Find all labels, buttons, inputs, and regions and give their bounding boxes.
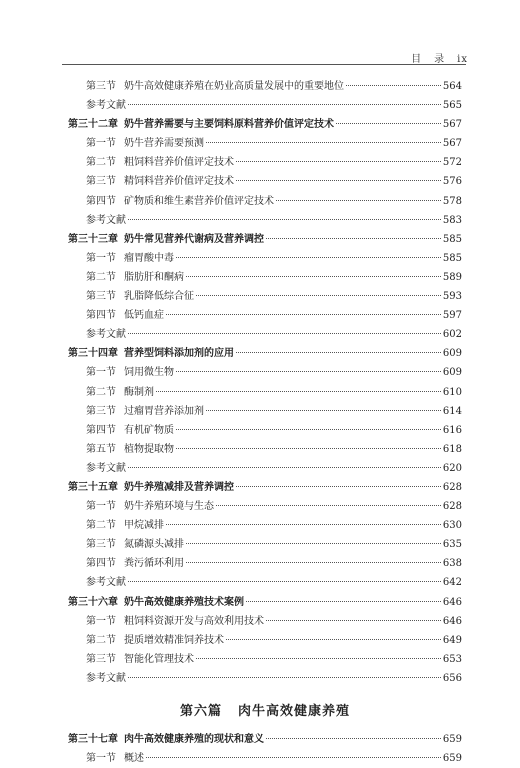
dot-leader <box>186 562 441 563</box>
entry-page-number: 564 <box>442 81 462 92</box>
entry-number: 第二节 <box>86 386 116 398</box>
dot-leader <box>346 85 441 86</box>
toc-section-entry[interactable] <box>68 440 462 459</box>
entry-number: 第三节 <box>86 176 116 188</box>
toc-section-entry[interactable] <box>68 287 462 306</box>
entry-page-number: 585 <box>442 252 462 264</box>
entry-page-number: 630 <box>442 520 462 532</box>
entry-number: 第一节 <box>86 138 116 150</box>
entry-page-number: 642 <box>442 577 462 589</box>
entry-page-number: 593 <box>442 291 462 303</box>
entry-title: 提质增效精准饲养技术 <box>124 634 224 646</box>
entry-title: 奶牛养殖减排及营养调控 <box>124 481 234 493</box>
entry-page-number: 567 <box>442 138 462 150</box>
dot-leader <box>128 467 441 468</box>
toc-section-entry[interactable] <box>68 631 462 650</box>
toc-section-entry[interactable] <box>68 363 462 382</box>
dot-leader <box>336 123 441 124</box>
toc-references-entry[interactable] <box>68 459 462 478</box>
entry-page-number: 583 <box>442 214 462 226</box>
entry-page-number: 597 <box>442 310 462 322</box>
entry-number: 第三节 <box>86 291 116 303</box>
toc-section-entry[interactable] <box>68 402 462 421</box>
dot-leader <box>206 142 441 143</box>
dot-leader <box>128 677 441 678</box>
dot-leader <box>196 658 441 659</box>
dot-leader <box>266 238 441 239</box>
entry-number: 第一节 <box>86 753 116 765</box>
dot-leader <box>166 314 441 315</box>
entry-number: 第五节 <box>86 443 116 455</box>
entry-page-number: 638 <box>442 558 462 570</box>
entry-number: 第四节 <box>86 424 116 436</box>
entry-page-number: 609 <box>442 367 462 379</box>
entry-page-number: 646 <box>442 615 462 627</box>
entry-page-number: 616 <box>442 424 462 436</box>
dot-leader <box>266 620 441 621</box>
entry-page-number: 659 <box>442 734 462 745</box>
dot-leader <box>186 543 441 544</box>
entry-page-number: 635 <box>442 539 462 551</box>
entry-title: 营养型饲料添加剂的应用 <box>124 348 234 360</box>
entry-title: 饲用微生物 <box>124 367 174 379</box>
entry-title: 奶牛营养需要预测 <box>124 138 204 150</box>
dot-leader <box>128 104 441 105</box>
entry-number: 第二节 <box>86 634 116 646</box>
entry-number: 第四节 <box>86 195 116 207</box>
entry-page-number: 656 <box>442 672 462 684</box>
entry-number: 第三十六章 <box>68 596 118 608</box>
entry-number: 第三节 <box>86 405 116 417</box>
entry-title: 参考文献 <box>86 100 126 112</box>
toc-section-entry[interactable] <box>68 77 462 96</box>
dot-leader <box>146 757 441 758</box>
entry-page-number: 628 <box>442 481 462 493</box>
header-rule <box>62 64 466 65</box>
entry-title: 概述 <box>124 753 144 765</box>
toc-references-entry[interactable] <box>68 573 462 592</box>
entry-title: 肉牛高效健康养殖的现状和意义 <box>124 734 264 745</box>
entry-title: 智能化管理技术 <box>124 653 194 665</box>
entry-page-number: 628 <box>442 501 462 513</box>
entry-number: 第一节 <box>86 615 116 627</box>
toc-section-entry[interactable] <box>68 249 462 268</box>
toc-references-entry[interactable] <box>68 211 462 230</box>
entry-page-number: 576 <box>442 176 462 188</box>
entry-title: 参考文献 <box>86 577 126 589</box>
toc-section-entry[interactable] <box>68 153 462 172</box>
entry-title: 植物提取物 <box>124 443 174 455</box>
header-page-number: ix <box>457 54 468 65</box>
dot-leader <box>128 581 441 582</box>
part-heading <box>68 688 462 730</box>
dot-leader <box>276 200 441 201</box>
toc-section-entry[interactable] <box>68 172 462 191</box>
entry-title: 氮磷源头减排 <box>124 539 184 551</box>
toc-references-entry[interactable] <box>68 96 462 115</box>
entry-page-number: 653 <box>442 653 462 665</box>
dot-leader <box>176 429 441 430</box>
entry-page-number: 589 <box>442 271 462 283</box>
dot-leader <box>196 295 441 296</box>
part-title: 肉牛高效健康养殖 <box>238 703 351 719</box>
entry-number: 第三十五章 <box>68 481 118 493</box>
toc-section-entry[interactable] <box>68 650 462 669</box>
dot-leader <box>236 352 441 353</box>
entry-number: 第一节 <box>86 501 116 513</box>
entry-title: 酶制剂 <box>124 386 154 398</box>
entry-number: 第二节 <box>86 520 116 532</box>
entry-page-number: 585 <box>442 233 462 245</box>
entry-title: 奶牛常见营养代谢病及营养调控 <box>124 233 264 245</box>
entry-title: 参考文献 <box>86 329 126 341</box>
dot-leader <box>236 486 441 487</box>
toc-chapter-entry[interactable] <box>68 730 462 749</box>
entry-title: 粗饲料营养价值评定技术 <box>124 157 234 169</box>
toc-chapter-entry[interactable] <box>68 344 462 363</box>
dot-leader <box>206 410 441 411</box>
toc-section-entry[interactable] <box>68 134 462 153</box>
entry-title: 精饲料营养价值评定技术 <box>124 176 234 188</box>
toc-section-entry[interactable] <box>68 554 462 573</box>
entry-number: 第三节 <box>86 81 116 92</box>
entry-title: 参考文献 <box>86 672 126 684</box>
entry-title: 矿物质和维生素营养价值评定技术 <box>124 195 274 207</box>
entry-page-number: 659 <box>442 753 462 765</box>
entry-page-number: 609 <box>442 348 462 360</box>
dot-leader <box>176 448 441 449</box>
entry-number: 第一节 <box>86 252 116 264</box>
entry-number: 第三十三章 <box>68 233 118 245</box>
entry-page-number: 620 <box>442 462 462 474</box>
entry-page-number: 567 <box>442 119 462 131</box>
header-section-label: 目 <box>411 54 423 65</box>
dot-leader <box>156 391 441 392</box>
entry-title: 过瘤胃营养添加剂 <box>124 405 204 417</box>
entry-title: 脂肪肝和酮病 <box>124 271 184 283</box>
entry-number: 第三节 <box>86 539 116 551</box>
toc-section-entry[interactable] <box>68 497 462 516</box>
toc-section-entry[interactable] <box>68 383 462 402</box>
dot-leader <box>166 524 441 525</box>
dot-leader <box>216 505 441 506</box>
entry-page-number: 618 <box>442 443 462 455</box>
entry-title: 乳脂降低综合征 <box>124 291 194 303</box>
dot-leader <box>236 161 441 162</box>
toc-chapter-entry[interactable] <box>68 478 462 497</box>
entry-title: 参考文献 <box>86 462 126 474</box>
entry-number: 第三十七章 <box>68 734 118 745</box>
entry-number: 第四节 <box>86 310 116 322</box>
entry-page-number: 565 <box>442 100 462 112</box>
entry-page-number: 602 <box>442 329 462 341</box>
toc-chapter-entry[interactable] <box>68 115 462 134</box>
toc-section-entry[interactable] <box>68 306 462 325</box>
entry-title: 粗饲料资源开发与高效利用技术 <box>124 615 264 627</box>
entry-title: 奶牛营养需要与主要饲料原料营养价值评定技术 <box>124 119 334 131</box>
entry-number: 第二节 <box>86 271 116 283</box>
entry-page-number: 578 <box>442 195 462 207</box>
entry-page-number: 646 <box>442 596 462 608</box>
toc-section-entry[interactable] <box>68 749 462 768</box>
entry-title: 奶牛养殖环境与生态 <box>124 501 214 513</box>
entry-title: 粪污循环利用 <box>124 558 184 570</box>
dot-leader <box>236 180 441 181</box>
dot-leader <box>226 639 441 640</box>
toc-references-entry[interactable] <box>68 669 462 688</box>
toc-section-entry[interactable] <box>68 516 462 535</box>
entry-number: 第三节 <box>86 653 116 665</box>
dot-leader <box>128 333 441 334</box>
entry-number: 第一节 <box>86 367 116 379</box>
toc-references-entry[interactable] <box>68 325 462 344</box>
entry-title: 有机矿物质 <box>124 424 174 436</box>
entry-page-number: 649 <box>442 634 462 646</box>
entry-title: 瘤胃酸中毒 <box>124 252 174 264</box>
entry-title: 奶牛高效健康养殖在奶业高质量发展中的重要地位 <box>124 81 344 92</box>
entry-number: 第三十四章 <box>68 348 118 360</box>
dot-leader <box>186 276 441 277</box>
toc-section-entry[interactable] <box>68 268 462 287</box>
dot-leader <box>246 601 441 602</box>
entry-page-number: 610 <box>442 386 462 398</box>
toc-section-entry[interactable] <box>68 192 462 211</box>
table-of-contents <box>68 77 462 768</box>
toc-section-entry[interactable] <box>68 535 462 554</box>
entry-title: 参考文献 <box>86 214 126 226</box>
dot-leader <box>266 738 441 739</box>
entry-number: 第四节 <box>86 558 116 570</box>
entry-page-number: 572 <box>442 157 462 169</box>
running-header <box>411 50 468 65</box>
toc-section-entry[interactable] <box>68 612 462 631</box>
dot-leader <box>176 371 441 372</box>
header-section-label-2: 录 <box>434 54 446 65</box>
dot-leader <box>176 257 441 258</box>
toc-section-entry[interactable] <box>68 421 462 440</box>
part-number: 第六篇 <box>179 703 222 719</box>
entry-number: 第二节 <box>86 157 116 169</box>
entry-page-number: 614 <box>442 405 462 417</box>
entry-number: 第三十二章 <box>68 119 118 131</box>
entry-title: 奶牛高效健康养殖技术案例 <box>124 596 244 608</box>
toc-chapter-entry[interactable] <box>68 230 462 249</box>
toc-chapter-entry[interactable] <box>68 593 462 612</box>
entry-title: 甲烷减排 <box>124 520 164 532</box>
entry-title: 低钙血症 <box>124 310 164 322</box>
dot-leader <box>128 219 441 220</box>
